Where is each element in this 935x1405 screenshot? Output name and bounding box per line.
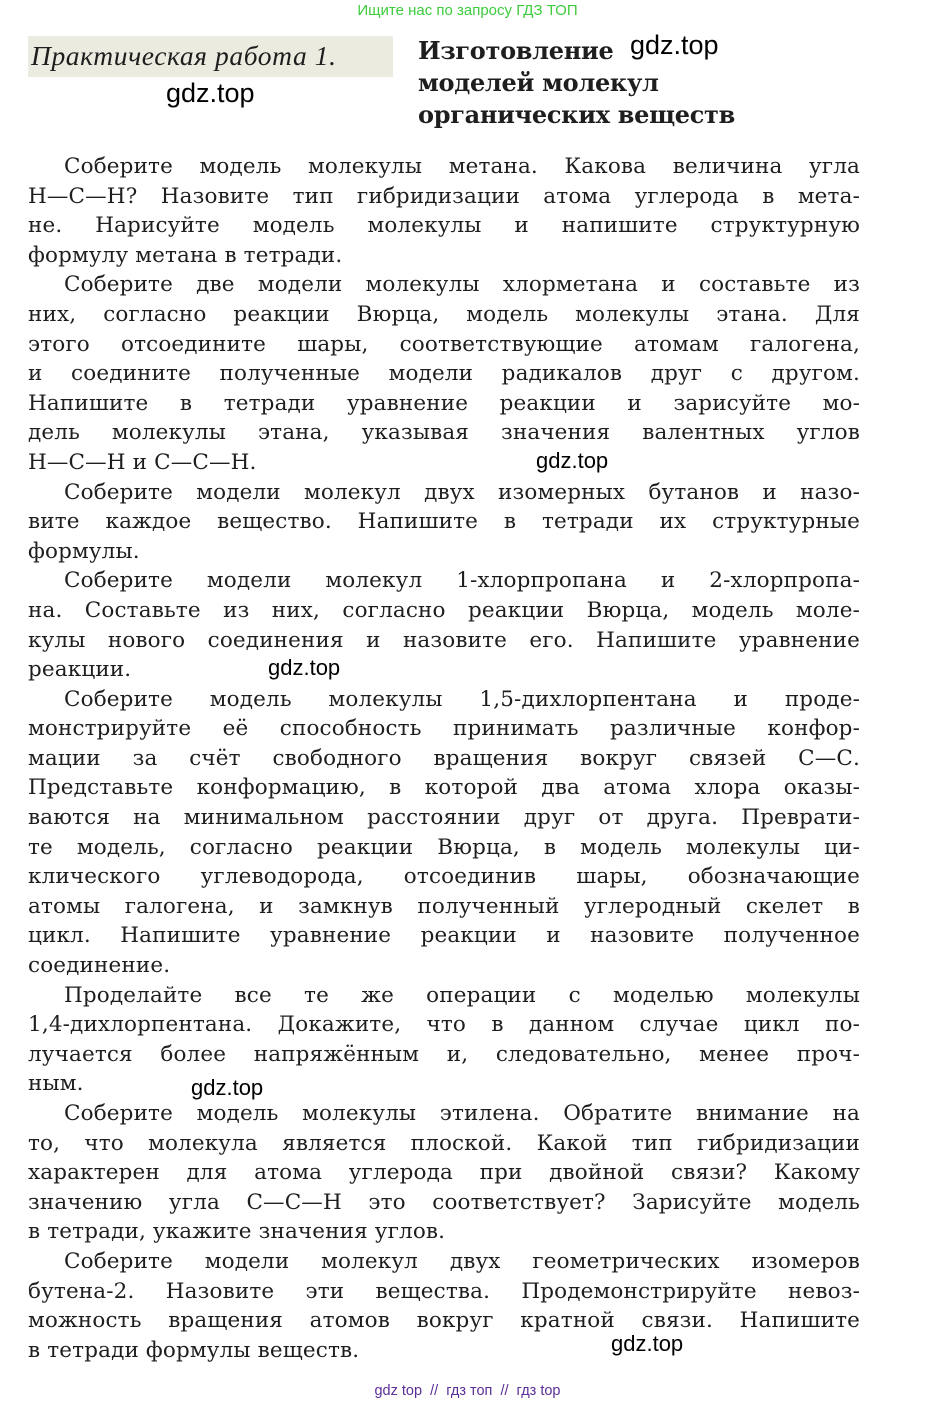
text-line: формулы.	[28, 538, 140, 564]
text-line: цикл. Напишите уравнение реакции и назовите полученное	[28, 923, 860, 949]
text-line: Проделайте все те же операции с моделью молекулы	[64, 982, 860, 1008]
text-line: лучается более напряжённым и, следовательно, менее проч-	[28, 1041, 860, 1067]
watermark: gdz.top	[268, 655, 341, 680]
text-line: характерен для атома углерода при двойной связи? Какому	[28, 1160, 860, 1186]
text-line: то, что молекула является плоской. Какой тип гибридизации	[28, 1130, 860, 1156]
text-line: Соберите модели молекул двух геометрических изомеров	[64, 1248, 860, 1274]
text-line: Соберите модели молекул двух изомерных бутанов и назо-	[64, 479, 860, 505]
practical-work-label: Практическая работа 1.	[31, 40, 337, 71]
text-line: те модель, согласно реакции Вюрца, в модель молекулы ци-	[28, 834, 860, 860]
text-line: соединение.	[28, 953, 171, 979]
watermark: gdz.top	[536, 448, 609, 473]
text-line: бутена-2. Назовите эти вещества. Продемонстрируйте невоз-	[28, 1278, 860, 1304]
text-line: в тетради, укажите значения углов.	[28, 1219, 446, 1245]
text-line: Соберите модель молекулы этилена. Обратите внимание на	[64, 1101, 860, 1126]
text-line: клического углеводорода, отсоединив шары, обозначающие	[28, 864, 860, 890]
watermark: gdz.top	[630, 30, 719, 60]
text-line: Соберите модель молекулы 1,5-дихлорпентана и проде-	[64, 686, 860, 712]
text-line: и соедините полученные модели радикалов друг с другом.	[28, 361, 860, 387]
text-line: Представьте конформацию, в которой два атома хлора оказы-	[28, 775, 860, 801]
text-line: на. Составьте из них, согласно реакции Вюрца, модель моле-	[28, 597, 860, 623]
text-line: не. Нарисуйте модель молекулы и напишите структурную	[28, 213, 860, 239]
text-line: дель молекулы этана, указывая значения валентных углов	[28, 420, 860, 446]
text-line: значению угла С—С—Н это соответствует? Зарисуйте модель	[28, 1189, 860, 1215]
text-line: вите каждое вещество. Напишите в тетради их структурные	[28, 509, 860, 535]
text-line: этого отсоедините шары, соответствующие атомам галогена,	[28, 331, 860, 357]
text-line: Н—С—Н и С—С—Н.	[28, 449, 257, 475]
assignment-body	[28, 152, 860, 1365]
watermark: gdz.top	[191, 1075, 264, 1100]
watermark: gdz.top	[611, 1331, 684, 1356]
text-line: мации за счёт свободного вращения вокруг связей С—С.	[28, 745, 860, 771]
text-line: атомы галогена, и замкнув полученный углеродный скелет в	[28, 893, 860, 919]
text-line: формулу метана в тетради.	[28, 242, 343, 268]
footer-links[interactable]: gdz top // гдз топ // гдз top	[374, 1383, 561, 1399]
text-line: в тетради формулы веществ.	[28, 1337, 360, 1363]
text-line: ным.	[28, 1071, 84, 1097]
title-line: органических веществ	[418, 100, 736, 129]
text-line: кулы нового соединения и назовите его. Напишите уравнение	[28, 627, 860, 653]
text-line: реакции.	[28, 657, 132, 683]
text-line: Соберите модели молекул 1-хлорпропана и 2-хлорпропа-	[64, 568, 860, 594]
practical-work-banner	[28, 36, 393, 77]
title-line: Изготовление	[418, 36, 614, 65]
text-line: монстрируйте её способность принимать различные конфор-	[28, 716, 860, 742]
text-line: ваются на минимальном расстоянии друг от друга. Преврати-	[28, 805, 860, 831]
text-line: Соберите модель молекулы метана. Какова величина угла	[64, 154, 860, 179]
text-line: Н—С—Н? Назовите тип гибридизации атома углерода в мета-	[28, 183, 860, 209]
watermark: gdz.top	[166, 78, 255, 108]
text-line: можность вращения атомов вокруг кратной связи. Напишите	[28, 1308, 860, 1334]
search-hint-link[interactable]: Ищите нас по запросу ГДЗ ТОП	[357, 2, 578, 19]
text-line: Напишите в тетради уравнение реакции и зарисуйте мо-	[28, 390, 860, 416]
text-line: Соберите две модели молекулы хлорметана и составьте из	[64, 272, 860, 298]
title-line: моделей молекул	[418, 68, 659, 97]
text-line: 1,4-дихлорпентана. Докажите, что в данном случае цикл по-	[28, 1012, 860, 1038]
text-line: них, согласно реакции Вюрца, модель молекулы этана. Для	[28, 301, 860, 327]
